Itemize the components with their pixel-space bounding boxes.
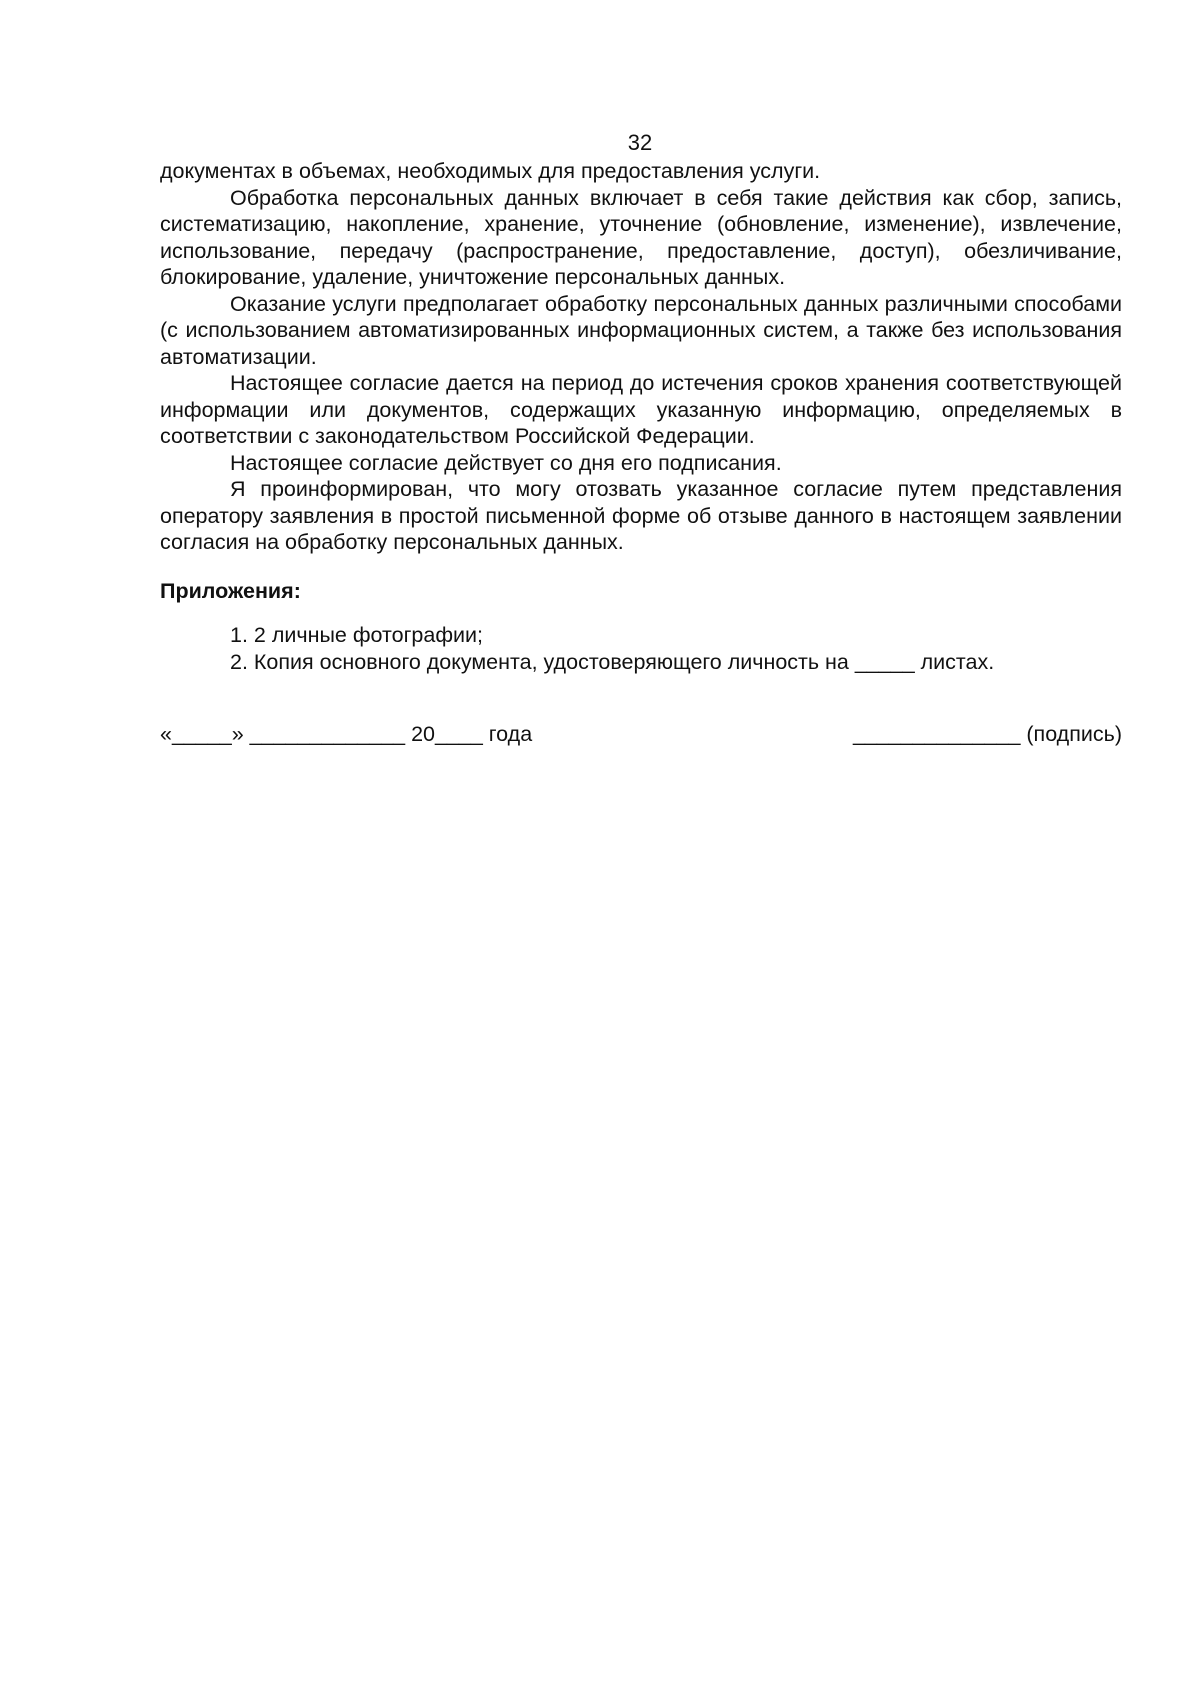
- paragraph-processing-actions: Обработка персональных данных включает в себя такие действия как сбор, запись, систематизацию, накопление, хранение, уточнение (обновление, изменение), извлечение, использование, передачу (распространение, предоставление, доступ), обезличивание, блокирование, удаление, уничтожение персональных данных.: [160, 185, 1122, 289]
- paragraph-continuation: документах в объемах, необходимых для предоставления услуги.: [160, 159, 821, 183]
- appendix-title: Приложения:: [160, 578, 301, 603]
- signature-date-row: [160, 720, 1122, 750]
- document-body: [160, 158, 1122, 675]
- date-field: «_____» _____________ 20____ года: [160, 722, 533, 746]
- paragraph-consent-revocation: Я проинформирован, что могу отозвать указанное согласие путем представления оператору заявления в простой письменной форме об отзыве данного в настоящем заявлении согласия на обработку персональных данных.: [160, 477, 1122, 554]
- appendix-item: 2. Копия основного документа, удостоверяющего личность на _____ листах.: [230, 649, 995, 674]
- appendix-list: [230, 622, 1122, 675]
- signature-field: ______________ (подпись): [853, 722, 1122, 746]
- paragraph-consent-effective: Настоящее согласие действует со дня его подписания.: [230, 450, 782, 475]
- paragraph-consent-period: Настоящее согласие дается на период до истечения сроков хранения соответствующей информации или документов, содержащих указанную информацию, определяемых в соответствии с законодательством Российской Федерации.: [160, 371, 1122, 448]
- appendix-item: 1. 2 личные фотографии;: [230, 623, 484, 647]
- page-number: 32: [627, 130, 653, 155]
- paragraph-processing-methods: Оказание услуги предполагает обработку персональных данных различными способами (с использованием автоматизированных информационных систем, а также без использования автоматизации.: [160, 291, 1122, 369]
